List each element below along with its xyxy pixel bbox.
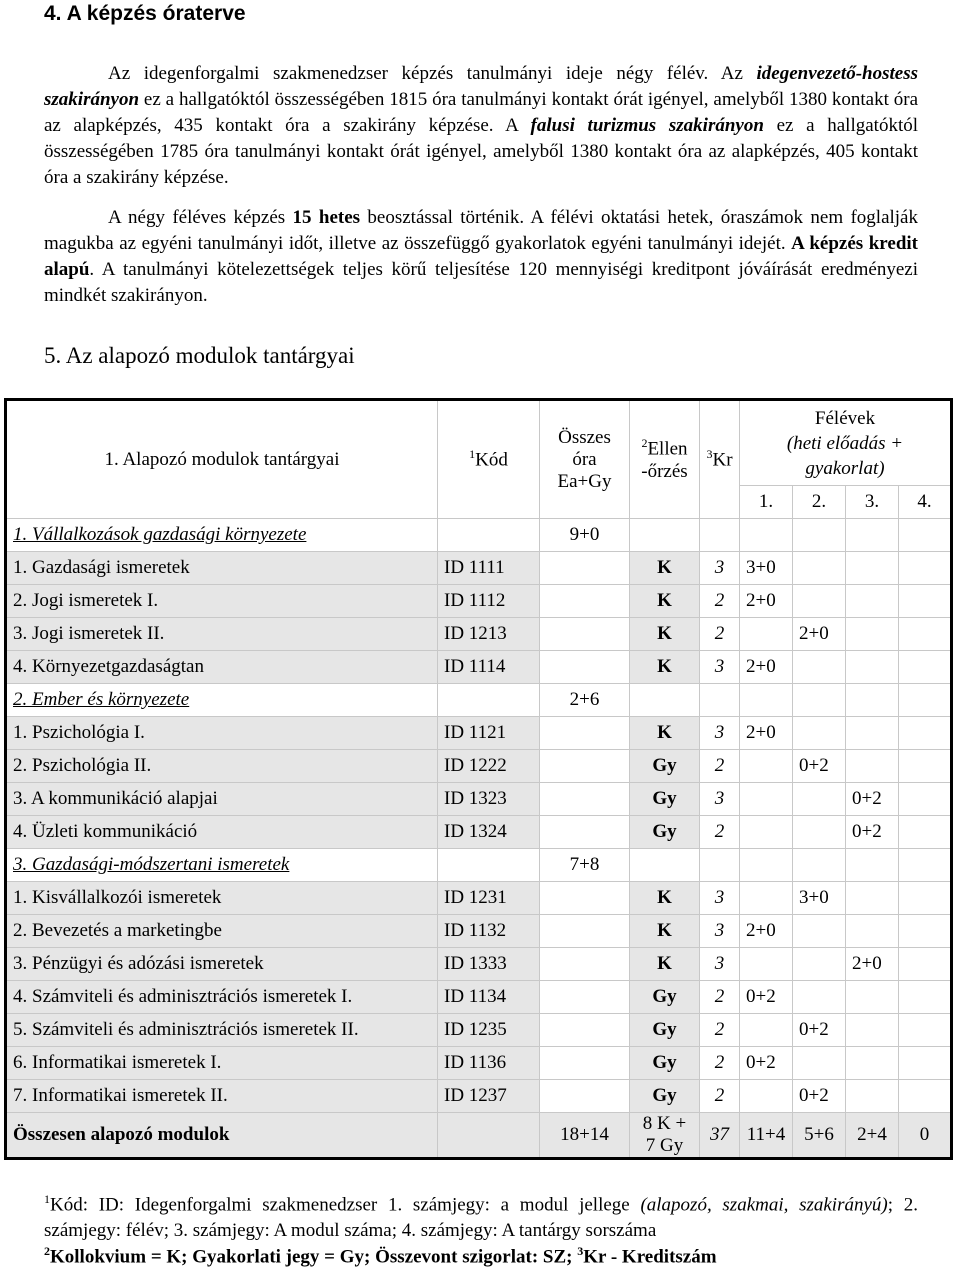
subject-semester-4 <box>899 585 952 618</box>
subject-code: ID 1121 <box>438 717 540 750</box>
subject-semester-3 <box>846 1047 899 1080</box>
subject-name: 6. Informatikai ismeretek I. <box>6 1047 438 1080</box>
table-row <box>6 618 952 651</box>
module-empty-cell <box>700 849 740 882</box>
table-row <box>6 651 952 684</box>
subject-semester-2 <box>793 1047 846 1080</box>
section-5-title: 5. Az alapozó modulok tantárgyai <box>44 343 355 368</box>
header-credit: $^3$Kr <box>700 400 740 519</box>
subject-name: 4. Számviteli és adminisztrációs ismeretek I. <box>6 981 438 1014</box>
header-semesters: Félévek (heti előadás + gyakorlat) <box>740 400 952 486</box>
total-hours: 18+14 <box>540 1113 630 1159</box>
subject-semester-2: 0+2 <box>793 1014 846 1047</box>
subject-exam: Gy <box>630 1080 700 1113</box>
subject-code: ID 1111 <box>438 552 540 585</box>
subject-hours-empty <box>540 948 630 981</box>
subject-semester-3 <box>846 915 899 948</box>
subject-code: ID 1222 <box>438 750 540 783</box>
module-code-empty <box>438 519 540 552</box>
subject-name: 1. Pszichológia I. <box>6 717 438 750</box>
subject-name: 2. Pszichológia II. <box>6 750 438 783</box>
subject-semester-2 <box>793 717 846 750</box>
subject-semester-4 <box>899 651 952 684</box>
subject-semester-3 <box>846 618 899 651</box>
subject-hours-empty <box>540 816 630 849</box>
subject-code: ID 1333 <box>438 948 540 981</box>
section-4-title: 4. A képzés óraterve <box>44 2 246 25</box>
subject-exam: K <box>630 882 700 915</box>
subject-credit: 2 <box>700 816 740 849</box>
total-semester-4: 0 <box>899 1113 952 1159</box>
subject-semester-2 <box>793 651 846 684</box>
subject-semester-3 <box>846 717 899 750</box>
subject-credit: 2 <box>700 1047 740 1080</box>
subject-code: ID 1132 <box>438 915 540 948</box>
subject-semester-1: 3+0 <box>740 552 793 585</box>
subject-semester-1 <box>740 750 793 783</box>
subject-code: ID 1114 <box>438 651 540 684</box>
table-row <box>6 915 952 948</box>
subject-semester-1: 2+0 <box>740 915 793 948</box>
subject-code: ID 1213 <box>438 618 540 651</box>
subject-code: ID 1134 <box>438 981 540 1014</box>
subject-exam: Gy <box>630 981 700 1014</box>
subject-semester-1 <box>740 1080 793 1113</box>
subject-semester-3 <box>846 882 899 915</box>
module-group-row <box>6 849 952 882</box>
subject-semester-1: 2+0 <box>740 651 793 684</box>
total-code-empty <box>438 1113 540 1159</box>
module-empty-cell <box>740 684 793 717</box>
module-empty-cell <box>793 519 846 552</box>
module-group-row <box>6 684 952 717</box>
subject-exam: K <box>630 585 700 618</box>
subject-semester-2 <box>793 783 846 816</box>
total-exam: 8 K + 7 Gy <box>630 1113 700 1159</box>
module-empty-cell <box>846 849 899 882</box>
subject-hours-empty <box>540 651 630 684</box>
subject-semester-1: 0+2 <box>740 981 793 1014</box>
module-code-empty <box>438 684 540 717</box>
module-empty-cell <box>740 519 793 552</box>
subject-hours-empty <box>540 1080 630 1113</box>
subject-semester-3 <box>846 585 899 618</box>
subject-semester-4 <box>899 717 952 750</box>
subject-semester-2 <box>793 585 846 618</box>
subject-semester-4 <box>899 1080 952 1113</box>
subject-semester-4 <box>899 1014 952 1047</box>
subject-hours-empty <box>540 618 630 651</box>
module-empty-cell <box>899 519 952 552</box>
module-empty-cell <box>630 684 700 717</box>
subject-name: 1. Gazdasági ismeretek <box>6 552 438 585</box>
subject-semester-3 <box>846 552 899 585</box>
table-header-row <box>6 400 952 486</box>
table-row <box>6 783 952 816</box>
subject-code: ID 1324 <box>438 816 540 849</box>
module-empty-cell <box>899 684 952 717</box>
subject-semester-4 <box>899 750 952 783</box>
subject-code: ID 1235 <box>438 1014 540 1047</box>
module-total-hours: 2+6 <box>540 684 630 717</box>
subject-semester-3 <box>846 651 899 684</box>
subject-hours-empty <box>540 915 630 948</box>
subject-semester-3 <box>846 1014 899 1047</box>
subject-credit: 3 <box>700 915 740 948</box>
subject-semester-1 <box>740 1014 793 1047</box>
footnote-exam-types: $^2$Kollokvium = K; Gyakorlati jegy = Gy; Összevont szigorlat: SZ; $^3$Kr - Kreditszám <box>44 1244 717 1268</box>
total-semester-3: 2+4 <box>846 1113 899 1159</box>
subject-semester-2: 0+2 <box>793 750 846 783</box>
table-row <box>6 750 952 783</box>
subject-name: 2. Bevezetés a marketingbe <box>6 915 438 948</box>
module-empty-cell <box>899 849 952 882</box>
subject-semester-3 <box>846 981 899 1014</box>
subject-semester-4 <box>899 981 952 1014</box>
subject-semester-3: 2+0 <box>846 948 899 981</box>
subject-credit: 3 <box>700 948 740 981</box>
module-name: 2. Ember és környezete <box>6 684 438 717</box>
paragraph-study-duration: Az idegenforgalmi szakmenedzser képzés tanulmányi ideje négy félév. Az idegenvezető-hostess szakirányon ez a hallgatóktól összességében 1815 óra tanulmányi kontakt órát igényel, amelyből 1380 kontakt óra az alapképzés, 435 kontakt óra a szakirány képzése. A falusi turizmus szakirányon ez a hallgatóktól összességében 1785 óra tanulmányi kontakt órát igényel, amelyből 1380 kontakt óra az alapképzés, 405 kontakt óra a szakirány képzése. <box>44 63 919 188</box>
subject-code: ID 1231 <box>438 882 540 915</box>
module-empty-cell <box>630 849 700 882</box>
subject-credit: 2 <box>700 1080 740 1113</box>
subject-semester-1: 2+0 <box>740 585 793 618</box>
subject-semester-3: 0+2 <box>846 783 899 816</box>
subject-code: ID 1237 <box>438 1080 540 1113</box>
subject-hours-empty <box>540 552 630 585</box>
subject-name: 3. Pénzügyi és adózási ismeretek <box>6 948 438 981</box>
total-credit: 37 <box>700 1113 740 1159</box>
subject-credit: 2 <box>700 1014 740 1047</box>
subject-name: 4. Üzleti kommunikáció <box>6 816 438 849</box>
subject-exam: Gy <box>630 1047 700 1080</box>
header-exam: $^2$Ellen -őrzés <box>630 400 700 519</box>
subject-semester-1 <box>740 618 793 651</box>
module-total-hours: 9+0 <box>540 519 630 552</box>
subject-code: ID 1323 <box>438 783 540 816</box>
table-row <box>6 1080 952 1113</box>
total-label: Összesen alapozó modulok <box>6 1113 438 1159</box>
subject-semester-2: 3+0 <box>793 882 846 915</box>
subject-semester-4 <box>899 552 952 585</box>
modules-table <box>4 398 953 1160</box>
table-row <box>6 1047 952 1080</box>
subject-credit: 3 <box>700 552 740 585</box>
module-empty-cell <box>700 684 740 717</box>
footnote-code: $^1$Kód: ID: Idegenforgalmi szakmenedzser 1. számjegy: a modul jellege (alapozó, szakmai, szakirányú); 2. számjegy: félév; 3. számjegy: A modul száma; 4. számjegy: A tantárgy sorszáma <box>44 1192 918 1242</box>
subject-exam: Gy <box>630 783 700 816</box>
module-empty-cell <box>793 849 846 882</box>
subject-semester-1 <box>740 816 793 849</box>
table-row <box>6 882 952 915</box>
header-semester-3: 3. <box>846 486 899 519</box>
subject-semester-4 <box>899 915 952 948</box>
subject-credit: 3 <box>700 651 740 684</box>
table-row <box>6 816 952 849</box>
module-empty-cell <box>630 519 700 552</box>
subject-semester-4 <box>899 1047 952 1080</box>
subject-semester-1: 0+2 <box>740 1047 793 1080</box>
module-empty-cell <box>793 684 846 717</box>
subject-semester-1 <box>740 783 793 816</box>
subject-hours-empty <box>540 750 630 783</box>
subject-semester-2: 0+2 <box>793 1080 846 1113</box>
subject-hours-empty <box>540 1014 630 1047</box>
total-semester-2: 5+6 <box>793 1113 846 1159</box>
subject-name: 7. Informatikai ismeretek II. <box>6 1080 438 1113</box>
table-row <box>6 948 952 981</box>
subject-credit: 2 <box>700 585 740 618</box>
header-subject: 1. Alapozó modulok tantárgyai <box>6 400 438 519</box>
subject-semester-3 <box>846 750 899 783</box>
subject-hours-empty <box>540 981 630 1014</box>
subject-exam: Gy <box>630 816 700 849</box>
subject-hours-empty <box>540 717 630 750</box>
subject-credit: 2 <box>700 618 740 651</box>
subject-semester-1: 2+0 <box>740 717 793 750</box>
subject-credit: 2 <box>700 981 740 1014</box>
subject-exam: K <box>630 552 700 585</box>
subject-name: 3. A kommunikáció alapjai <box>6 783 438 816</box>
module-group-row <box>6 519 952 552</box>
header-semester-2: 2. <box>793 486 846 519</box>
module-empty-cell <box>846 519 899 552</box>
subject-hours-empty <box>540 783 630 816</box>
subject-semester-2 <box>793 948 846 981</box>
subject-credit: 2 <box>700 750 740 783</box>
subject-name: 1. Kisvállalkozói ismeretek <box>6 882 438 915</box>
subject-semester-3 <box>846 1080 899 1113</box>
subject-semester-4 <box>899 783 952 816</box>
module-name: 1. Vállalkozások gazdasági környezete <box>6 519 438 552</box>
module-empty-cell <box>846 684 899 717</box>
subject-semester-2 <box>793 816 846 849</box>
subject-code: ID 1136 <box>438 1047 540 1080</box>
subject-semester-4 <box>899 618 952 651</box>
subject-hours-empty <box>540 585 630 618</box>
subject-exam: Gy <box>630 750 700 783</box>
subject-code: ID 1112 <box>438 585 540 618</box>
subject-exam: K <box>630 651 700 684</box>
subject-semester-2 <box>793 915 846 948</box>
subject-hours-empty <box>540 882 630 915</box>
subject-semester-1 <box>740 948 793 981</box>
module-code-empty <box>438 849 540 882</box>
subject-semester-3: 0+2 <box>846 816 899 849</box>
total-row <box>6 1113 952 1159</box>
header-semester-1: 1. <box>740 486 793 519</box>
subject-semester-4 <box>899 882 952 915</box>
subject-credit: 3 <box>700 783 740 816</box>
subject-exam: K <box>630 948 700 981</box>
module-empty-cell <box>700 519 740 552</box>
subject-semester-4 <box>899 816 952 849</box>
subject-exam: K <box>630 618 700 651</box>
subject-name: 3. Jogi ismeretek II. <box>6 618 438 651</box>
subject-name: 4. Környezetgazdaságtan <box>6 651 438 684</box>
table-row <box>6 585 952 618</box>
subject-semester-2: 2+0 <box>793 618 846 651</box>
subject-semester-2 <box>793 981 846 1014</box>
subject-credit: 3 <box>700 717 740 750</box>
subject-exam: Gy <box>630 1014 700 1047</box>
subject-name: 5. Számviteli és adminisztrációs ismeretek II. <box>6 1014 438 1047</box>
subject-semester-1 <box>740 882 793 915</box>
header-semester-4: 4. <box>899 486 952 519</box>
subject-credit: 3 <box>700 882 740 915</box>
total-semester-1: 11+4 <box>740 1113 793 1159</box>
subject-semester-2 <box>793 552 846 585</box>
header-code: $^1$Kód <box>438 400 540 519</box>
table-row <box>6 1014 952 1047</box>
subject-exam: K <box>630 915 700 948</box>
subject-exam: K <box>630 717 700 750</box>
paragraph-credit-system: A négy féléves képzés 15 hetes beosztással történik. A félévi oktatási hetek, óraszámok nem foglalják magukba az egyéni tanulmányi időt, illetve az összefüggő gyakorlatok egyéni tanulmányi idejét. A képzés kredit alapú. A tanulmányi kötelezettségek teljes körű teljesítése 120 mennyiségi kreditpont jóváírását eredményezi mindkét szakirányon. <box>44 207 918 306</box>
table-row <box>6 981 952 1014</box>
module-total-hours: 7+8 <box>540 849 630 882</box>
table-row <box>6 552 952 585</box>
module-empty-cell <box>740 849 793 882</box>
table-row <box>6 717 952 750</box>
subject-hours-empty <box>540 1047 630 1080</box>
subject-name: 2. Jogi ismeretek I. <box>6 585 438 618</box>
subject-semester-4 <box>899 948 952 981</box>
module-name: 3. Gazdasági-módszertani ismeretek <box>6 849 438 882</box>
header-total-hours: Összes óra Ea+Gy <box>540 400 630 519</box>
